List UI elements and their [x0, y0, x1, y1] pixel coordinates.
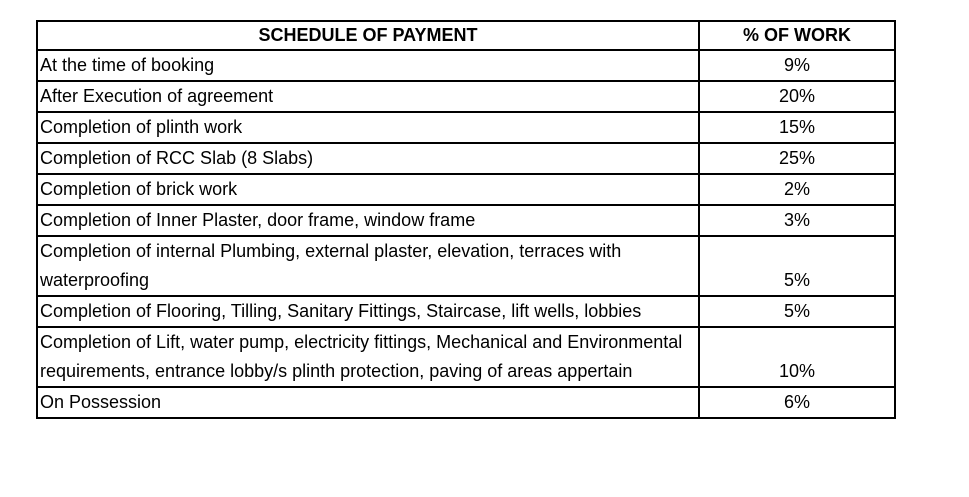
row-percent: 5% [699, 236, 895, 296]
row-percent: 25% [699, 143, 895, 174]
row-percent: 5% [699, 296, 895, 327]
row-description: Completion of RCC Slab (8 Slabs) [37, 143, 699, 174]
row-description: Completion of brick work [37, 174, 699, 205]
row-percent: 20% [699, 81, 895, 112]
row-description: Completion of plinth work [37, 112, 699, 143]
table-row [37, 296, 895, 327]
table-row [37, 327, 895, 387]
row-description: At the time of booking [37, 50, 699, 81]
row-description: Completion of internal Plumbing, external plaster, elevation, terraces with waterproofing [37, 236, 699, 296]
row-percent: 9% [699, 50, 895, 81]
row-percent: 15% [699, 112, 895, 143]
payment-schedule-table [36, 20, 896, 419]
table-row [37, 112, 895, 143]
row-description: Completion of Lift, water pump, electricity fittings, Mechanical and Environmental requirements, entrance lobby/s plinth protection, paving of areas appertain [37, 327, 699, 387]
row-description: Completion of Flooring, Tilling, Sanitary Fittings, Staircase, lift wells, lobbies [37, 296, 699, 327]
header-percent-of-work: % OF WORK [699, 21, 895, 50]
table-row [37, 81, 895, 112]
table-row [37, 143, 895, 174]
table-row [37, 236, 895, 296]
table-row [37, 387, 895, 418]
row-percent: 2% [699, 174, 895, 205]
table-row [37, 50, 895, 81]
table-row [37, 174, 895, 205]
header-schedule-of-payment: SCHEDULE OF PAYMENT [37, 21, 699, 50]
row-description: Completion of Inner Plaster, door frame, window frame [37, 205, 699, 236]
row-percent: 6% [699, 387, 895, 418]
table-header-row [37, 21, 895, 50]
row-description: After Execution of agreement [37, 81, 699, 112]
table-row [37, 205, 895, 236]
row-percent: 3% [699, 205, 895, 236]
row-percent: 10% [699, 327, 895, 387]
row-description: On Possession [37, 387, 699, 418]
